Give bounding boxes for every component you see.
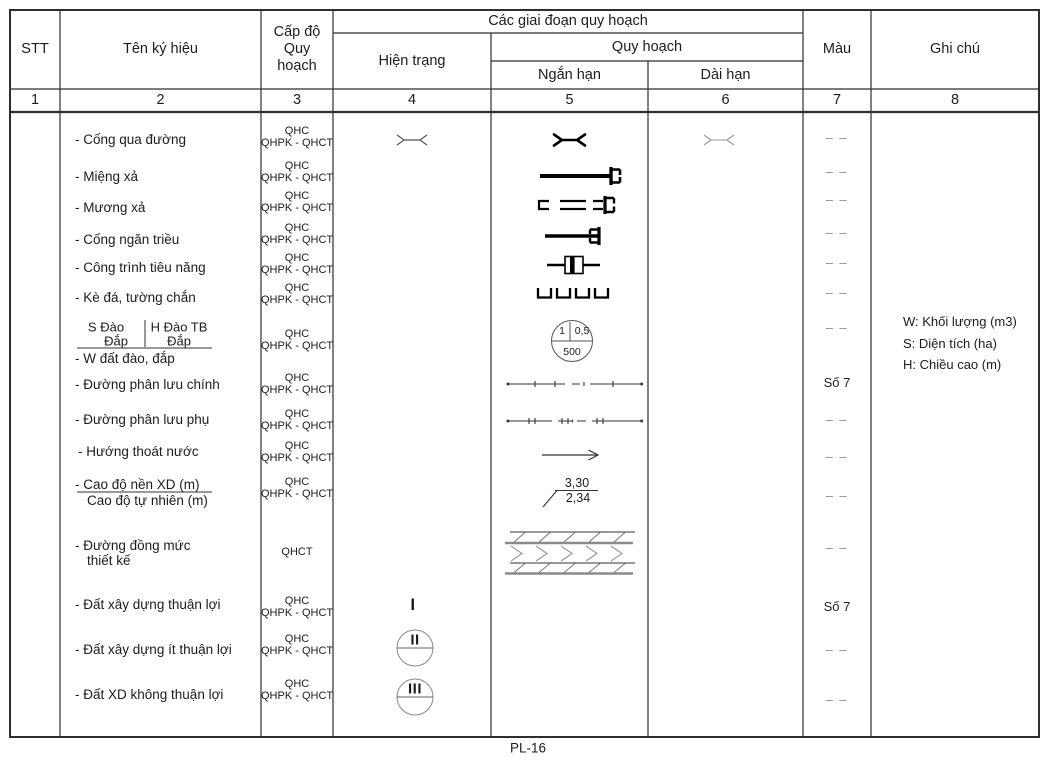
col-number-7: 7: [832, 92, 842, 108]
outfall-symbol: [540, 167, 620, 185]
mau-row7: – –: [825, 320, 849, 335]
row-label-ke-da: - Kè đá, tường chắn: [75, 290, 196, 305]
row-label-dat-khong-thuan-loi: - Đất XD không thuận lợi: [75, 687, 224, 702]
col-number-1: 1: [30, 92, 40, 108]
row-label-w-dat-dao-dap: - W đất đào, đắp: [75, 351, 175, 366]
mau-row11: – –: [825, 488, 849, 503]
design-contour-symbol: [505, 532, 635, 574]
col-number-6: 6: [721, 92, 730, 108]
earthwork-s-dao-label: S Đào: [87, 319, 125, 335]
row-label-thiet-ke: thiết kế: [87, 553, 131, 568]
header-giai-doan: Các giai đoạn quy hoạch: [488, 13, 648, 29]
soil-class-2-numeral: II: [410, 631, 420, 649]
cap-do-row10: QHC QHPK - QHCT: [261, 440, 334, 464]
row-label-dat-thuan-loi: - Đất xây dựng thuận lợi: [75, 597, 221, 612]
secondary-divide-line-symbol: [507, 418, 643, 424]
note-s-dien-tich: S: Diện tích (ha): [903, 336, 997, 351]
revetment-symbol: [538, 288, 608, 298]
mau-row14: – –: [825, 642, 849, 657]
mau-row10: – –: [825, 449, 849, 464]
cap-do-row8: QHC QHPK - QHCT: [261, 372, 334, 396]
main-divide-line-symbol: [507, 381, 643, 387]
mau-row1: – –: [825, 130, 849, 145]
cap-do-row14: QHC QHPK - QHCT: [261, 633, 334, 657]
cap-do-row12: QHCT: [281, 546, 313, 558]
header-quy-hoach: Quy hoạch: [611, 38, 683, 55]
drain-channel-symbol: [539, 196, 614, 214]
mau-row12: – –: [825, 540, 849, 555]
header-cap-do-line3: hoạch: [277, 58, 317, 74]
row-label-phan-luu-chinh: - Đường phân lưu chính: [75, 377, 220, 392]
earthwork-circle-bottom: 500: [563, 346, 581, 358]
header-mau: Màu: [822, 41, 852, 57]
row-label-tieu-nang: - Công trình tiêu năng: [75, 260, 206, 275]
cap-do-row2: QHC QHPK - QHCT: [261, 160, 334, 184]
cap-do-row15: QHC QHPK - QHCT: [261, 678, 334, 702]
row-label-cao-do-tu-nhien: Cao độ tự nhiên (m): [87, 493, 208, 508]
mau-row2: – –: [825, 164, 849, 179]
energy-dissipator-symbol: [547, 257, 600, 274]
header-ghi-chu: Ghi chú: [930, 41, 980, 57]
table-borders: [10, 10, 1039, 737]
header-hien-trang: Hiện trạng: [378, 52, 446, 69]
cap-do-row11: QHC QHPK - QHCT: [261, 476, 334, 500]
row-label-dat-it-thuan-loi: - Đất xây dựng ít thuận lợi: [75, 642, 232, 657]
note-h-chieu-cao: H: Chiều cao (m): [903, 357, 1002, 372]
cap-do-row5: QHC QHPK - QHCT: [261, 252, 334, 276]
header-ngan-han: Ngắn hạn: [538, 66, 601, 83]
soil-class-3-numeral: III: [407, 680, 423, 698]
earthwork-dap-left-label: Đắp: [104, 333, 128, 349]
header-cap-do-line2: Quy: [283, 41, 311, 57]
cap-do-row9: QHC QHPK - QHCT: [261, 408, 334, 432]
earthwork-circle-top-left: 1: [559, 325, 565, 337]
col-number-5: 5: [565, 92, 574, 108]
cap-do-row7: QHC QHPK - QHCT: [261, 328, 334, 352]
row-label-phan-luu-phu: - Đường phân lưu phụ: [75, 412, 210, 427]
header-cap-do-line1: Cấp độ: [273, 24, 321, 40]
flow-direction-arrow: [542, 450, 598, 460]
col-number-2: 2: [156, 92, 165, 108]
cap-do-row3: QHC QHPK - QHCT: [261, 190, 334, 214]
row-label-cong-qua-duong: - Cống qua đường: [75, 132, 186, 147]
cap-do-row1: QHC QHPK - QHCT: [261, 125, 334, 149]
mau-row4: – –: [825, 225, 849, 240]
col-number-8: 8: [950, 92, 960, 108]
cap-do-row13: QHC QHPK - QHCT: [261, 595, 334, 619]
tide-gate-symbol: [545, 227, 599, 245]
header-dai-han: Dài hạn: [700, 66, 751, 83]
culvert-symbol-short-term: [554, 135, 585, 146]
mau-row6: – –: [825, 285, 849, 300]
mau-row9: – –: [825, 412, 849, 427]
mau-row15: – –: [825, 692, 849, 707]
row-label-cao-do-nen: - Cao độ nền XD (m): [75, 477, 200, 492]
note-w-khoi-luong: W: Khối lượng (m3): [903, 314, 1017, 329]
earthwork-h-dao-label: H Đào TB: [150, 319, 208, 335]
row-label-huong-thoat-nuoc: - Hướng thoát nước: [78, 444, 199, 459]
row-label-mieng-xa: - Miệng xả: [75, 169, 139, 184]
col-number-4: 4: [407, 92, 417, 108]
mau-row8: Số 7: [823, 375, 851, 390]
mau-row5: – –: [825, 255, 849, 270]
elevation-design-value: 3,30: [564, 476, 590, 490]
header-ten-ky-hieu: Tên ký hiệu: [123, 41, 198, 57]
header-stt: STT: [21, 41, 49, 57]
elevation-natural-value: 2,34: [565, 491, 591, 505]
earthwork-dap-right-label: Đắp: [167, 333, 191, 349]
row-label-duong-dong-muc: - Đường đồng mức: [75, 538, 191, 553]
cap-do-row4: QHC QHPK - QHCT: [261, 222, 334, 246]
header-cap-do-quy-hoach: [261, 10, 333, 89]
col-number-3: 3: [292, 92, 302, 108]
mau-row3: – –: [825, 192, 849, 207]
cap-do-row6: QHC QHPK - QHCT: [261, 282, 334, 306]
plate-number: PL-16: [509, 740, 547, 756]
mau-row13: Số 7: [823, 599, 851, 614]
culvert-symbol-existing: [397, 135, 427, 145]
earthwork-circle-top-right: 0,5: [574, 325, 590, 337]
culvert-symbol-long-term: [704, 135, 734, 145]
soil-class-1-numeral: I: [410, 595, 416, 614]
row-label-muong-xa: - Mương xả: [75, 200, 146, 215]
row-label-cong-ngan-trieu: - Cống ngăn triều: [75, 232, 180, 247]
